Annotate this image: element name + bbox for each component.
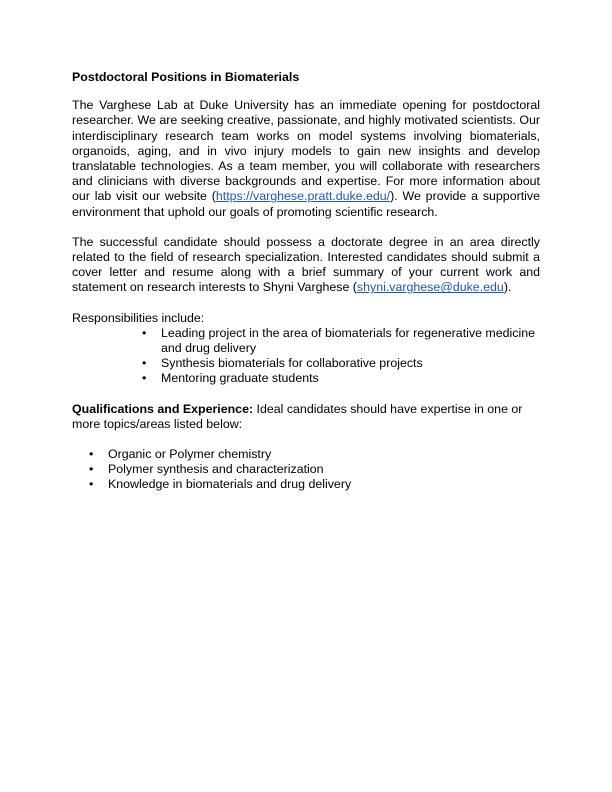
bullet-icon: • [142, 325, 147, 340]
bullet-icon: • [142, 356, 147, 371]
intro-text-after-link: ). We provide a supportive environment that uphold our goals of promoting scientific research. [72, 189, 540, 219]
bullet-icon: • [89, 447, 94, 462]
contact-email-link[interactable]: shyni.varghese@duke.edu [356, 280, 504, 295]
bullet-icon: • [89, 477, 94, 492]
list-item [89, 462, 540, 477]
list-item [89, 447, 540, 462]
lab-website-link[interactable]: https://varghese.pratt.duke.edu/ [215, 189, 391, 204]
responsibility-text: Synthesis biomaterials for collaborative projects [161, 356, 423, 371]
candidate-paragraph [72, 235, 540, 296]
list-item [142, 356, 540, 371]
qualification-text: Polymer synthesis and characterization [108, 462, 324, 477]
qualification-text: Knowledge in biomaterials and drug delivery [108, 477, 352, 492]
candidate-text-after-email: ). [503, 280, 512, 295]
intro-paragraph [72, 98, 540, 220]
responsibility-text: Leading project in the area of biomaterials for regenerative medicine and drug delivery [161, 325, 536, 356]
candidate-text-before-email: The successful candidate should possess a doctorate degree in an area directly related to the field of research specialization. Interested candidates should submit a cover letter and resume along with a brief summary of your current work and statement on research interests to Shyni Varghese ( [72, 234, 540, 295]
bullet-icon: • [142, 371, 147, 386]
intro-text-before-link: The Varghese Lab at Duke University has an immediate opening for postdoctoral researcher. We are seeking creative, passionate, and highly motivated scientists. Our interdisciplinary research team works on model systems involving biomaterials, organoids, aging, and in vivo injury models to gain new insights and develop translatable technologies. As a team member, you will collaborate with researchers and clinicians with diverse backgrounds and expertise. For more information about our lab visit our website ( [72, 98, 540, 204]
qualification-text: Organic or Polymer chemistry [108, 447, 272, 462]
document-title: Postdoctoral Positions in Biomaterials [72, 70, 300, 84]
qualifications-paragraph [72, 402, 540, 432]
responsibility-text: Mentoring graduate students [161, 371, 319, 386]
bullet-icon: • [89, 462, 94, 477]
list-item [89, 477, 540, 492]
document-body [72, 70, 540, 493]
responsibilities-list [72, 326, 540, 387]
list-item [142, 326, 540, 356]
qualifications-heading: Qualifications and Experience: [72, 401, 254, 416]
qualifications-list [72, 447, 540, 493]
responsibilities-intro: Responsibilities include: [72, 310, 205, 325]
qualifications-text: Ideal candidates should have expertise in one or more topics/areas listed below: [72, 401, 523, 431]
list-item [142, 371, 540, 386]
